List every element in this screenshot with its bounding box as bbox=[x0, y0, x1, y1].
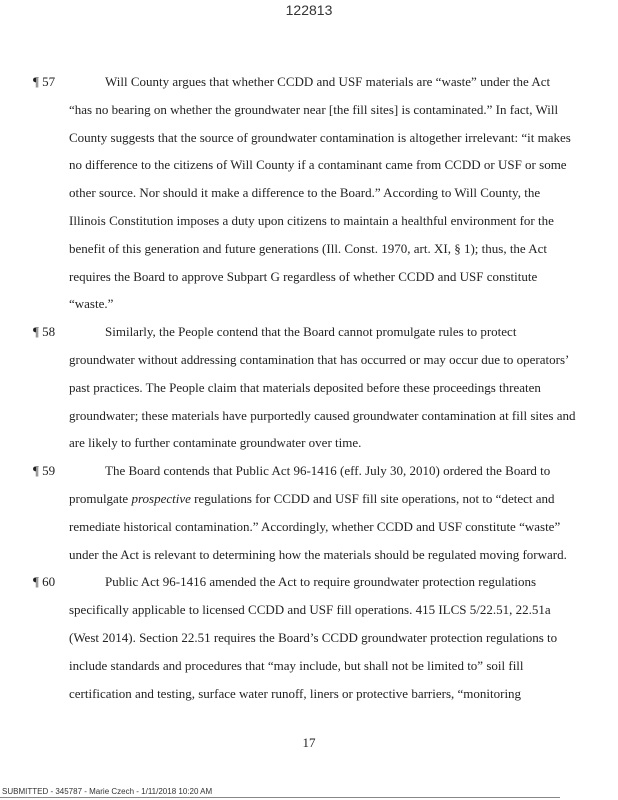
submission-stamp: SUBMITTED - 345787 - Marie Czech - 1/11/2018 10:20 AM bbox=[2, 787, 213, 796]
paragraph-number: ¶ 59 bbox=[33, 463, 56, 479]
text-line: Illinois Constitution imposes a duty upon citizens to maintain a healthful environment for the bbox=[69, 213, 554, 228]
text-line: County suggests that the source of groundwater contamination is altogether irrelevant: “it makes bbox=[69, 129, 571, 145]
text-line: requires the Board to approve Subpart G regardless of whether CCDD and USF constitute bbox=[69, 268, 538, 284]
text-line: groundwater; these materials have purportedly caused groundwater contamination at fill sites and bbox=[69, 407, 576, 423]
text-line: benefit of this generation and future generations (Ill. Const. 1970, art. XI, § 1); thus, the Act bbox=[69, 240, 547, 256]
text-line: include standards and procedures that “may include, but shall not be limited to” soil fill bbox=[69, 657, 524, 673]
text-line: “has no bearing on whether the groundwater near [the fill sites] is contaminated.” In fact, Will bbox=[69, 101, 559, 117]
text-line: (West 2014). Section 22.51 requires the Board’s CCDD groundwater protection regulations to bbox=[69, 630, 558, 645]
text-line: Public Act 96-1416 amended the Act to require groundwater protection regulations bbox=[105, 574, 537, 590]
paragraph-number: ¶ 58 bbox=[33, 324, 56, 340]
text-line: Similarly, the People contend that the Board cannot promulgate rules to protect bbox=[105, 324, 517, 340]
italic-text: prospective bbox=[131, 491, 191, 506]
document-number: 122813 bbox=[285, 2, 333, 18]
text-line: past practices. The People claim that materials deposited before these proceedings threaten bbox=[69, 379, 541, 395]
text-line: other source. Nor should it make a difference to the Board.” According to Will County, the bbox=[69, 185, 541, 201]
text-line: are likely to further contaminate groundwater over time. bbox=[69, 435, 362, 451]
text-line: specifically applicable to licensed CCDD and USF fill operations. 415 ILCS 5/22.51, 22.51a bbox=[69, 602, 551, 618]
text-line: remediate historical contamination.” Accordingly, whether CCDD and USF constitute “waste” bbox=[69, 518, 561, 534]
text-line: The Board contends that Public Act 96-1416 (eff. July 30, 2010) ordered the Board to bbox=[105, 463, 551, 479]
text-line: no difference to the citizens of Will County if a contaminant came from CCDD or USF or some bbox=[69, 157, 567, 173]
text-line: under the Act is relevant to determining how the materials should be regulated moving forward. bbox=[69, 546, 567, 562]
text-line bbox=[69, 491, 555, 507]
text-line: groundwater without addressing contamination that has occurred or may occur due to operators’ bbox=[69, 352, 570, 367]
text-line: certification and testing, surface water runoff, liners or protective barriers, “monitoring bbox=[69, 685, 522, 701]
text-line: Will County argues that whether CCDD and USF materials are “waste” under the Act bbox=[105, 74, 551, 89]
text-segment: promulgate bbox=[69, 491, 132, 506]
footer-divider bbox=[0, 797, 560, 798]
text-line: “waste.” bbox=[69, 296, 114, 312]
page-number: 17 bbox=[302, 735, 316, 750]
paragraph-number: ¶ 60 bbox=[33, 574, 56, 590]
text-segment: regulations for CCDD and USF fill site operations, not to “detect and bbox=[190, 491, 555, 506]
paragraph-number: ¶ 57 bbox=[33, 74, 56, 89]
